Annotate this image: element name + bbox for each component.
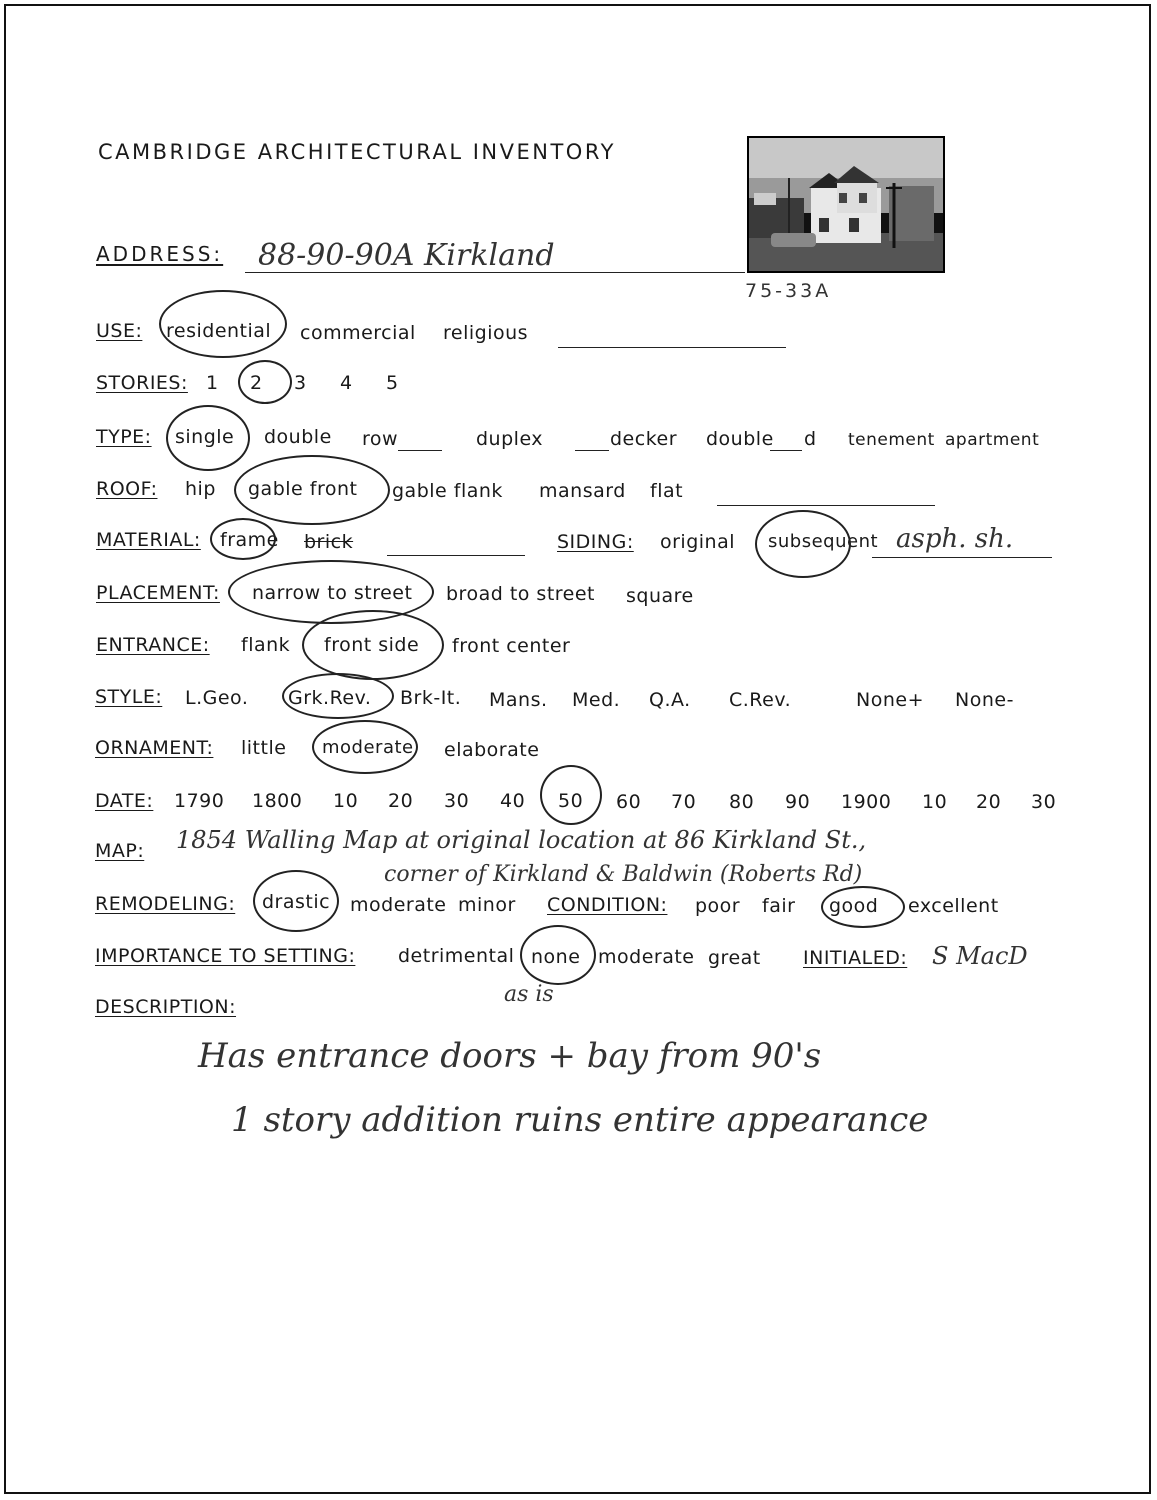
selection-circle (312, 720, 418, 774)
importance-note: as is (504, 982, 554, 1007)
entrance-label: ENTRANCE: (96, 634, 210, 656)
siding-other-line (872, 557, 1052, 558)
siding-option-subsequent[interactable]: subsequent (768, 531, 879, 552)
map-note-line1: 1854 Walling Map at original location at 86 Kirkland St., (176, 826, 867, 854)
style-option-grkrev[interactable]: Grk.Rev. (288, 687, 372, 709)
stories-option-2[interactable]: 2 (250, 372, 263, 394)
date-option[interactable]: 90 (785, 791, 811, 813)
type-option-apartment[interactable]: apartment (945, 430, 1040, 450)
importance-option-detrimental[interactable]: detrimental (398, 945, 515, 967)
date-option[interactable]: 40 (500, 790, 526, 812)
type-label: TYPE: (96, 426, 152, 448)
type-option-decker[interactable]: decker (610, 428, 678, 450)
use-option-residential[interactable]: residential (166, 320, 272, 342)
material-other-line (387, 555, 525, 556)
date-option[interactable]: 30 (1031, 791, 1057, 813)
map-note-line2: corner of Kirkland & Baldwin (Roberts Rd) (384, 862, 863, 887)
selection-circle (755, 510, 851, 578)
selection-circle (159, 290, 287, 358)
roof-other-line (717, 505, 935, 506)
date-option[interactable]: 30 (444, 790, 470, 812)
ornament-option-elaborate[interactable]: elaborate (444, 739, 540, 761)
ornament-option-moderate[interactable]: moderate (322, 737, 414, 758)
style-label: STYLE: (95, 686, 163, 708)
importance-label: IMPORTANCE TO SETTING: (95, 945, 356, 967)
material-option-frame[interactable]: frame (220, 529, 279, 551)
selection-circle (520, 925, 596, 985)
selection-circle (821, 886, 905, 928)
selection-circle (282, 673, 394, 719)
stories-option-4[interactable]: 4 (340, 372, 353, 394)
selection-circle (540, 765, 602, 825)
selection-circle (302, 610, 444, 680)
type-row-line (398, 450, 442, 451)
remodeling-label: REMODELING: (95, 893, 236, 915)
roof-option-hip[interactable]: hip (185, 478, 216, 500)
date-option[interactable]: 10 (922, 791, 948, 813)
stories-option-1[interactable]: 1 (206, 372, 219, 394)
placement-option-narrow[interactable]: narrow to street (252, 582, 413, 604)
type-option-duplex[interactable]: duplex (476, 428, 544, 450)
description-line2: 1 story addition ruins entire appearance (231, 1100, 929, 1140)
style-option-none-minus[interactable]: None- (955, 689, 1014, 711)
style-option-crev[interactable]: C.Rev. (729, 689, 792, 711)
type-option-row[interactable]: row (362, 428, 399, 450)
description-label: DESCRIPTION: (95, 996, 237, 1018)
address-line (245, 272, 745, 273)
roof-option-gable-front[interactable]: gable front (248, 478, 358, 500)
material-option-brick[interactable]: brick (304, 531, 354, 553)
siding-option-original[interactable]: original (660, 531, 736, 553)
use-option-commercial[interactable]: commercial (300, 322, 416, 344)
photo-caption: 75-33A (745, 280, 832, 302)
date-option[interactable]: 1800 (252, 790, 303, 812)
selection-circle (166, 405, 250, 471)
roof-option-gable-flank[interactable]: gable flank (392, 480, 503, 502)
initialed-label: INITIALED: (803, 947, 908, 969)
remodeling-option-drastic[interactable]: drastic (262, 891, 331, 913)
initialed-value: S MacD (932, 942, 1028, 970)
selection-circle (210, 518, 276, 560)
date-option[interactable]: 60 (616, 791, 642, 813)
type-double-line (770, 450, 802, 451)
style-option-qa[interactable]: Q.A. (649, 689, 691, 711)
roof-option-mansard[interactable]: mansard (539, 480, 626, 502)
type-option-double-d[interactable]: double (706, 428, 774, 450)
style-option-mans[interactable]: Mans. (489, 689, 548, 711)
selection-circle (234, 455, 390, 525)
type-option-d[interactable]: d (804, 428, 817, 450)
style-option-none-plus[interactable]: None+ (856, 689, 924, 711)
building-photo (747, 136, 945, 273)
importance-option-great[interactable]: great (708, 947, 761, 969)
address-label: ADDRESS: (96, 242, 224, 266)
date-option[interactable]: 80 (729, 791, 755, 813)
material-label: MATERIAL: (96, 529, 201, 551)
date-option[interactable]: 1900 (841, 791, 892, 813)
type-option-single[interactable]: single (175, 426, 235, 448)
stories-option-3[interactable]: 3 (294, 372, 307, 394)
importance-option-none[interactable]: none (531, 946, 581, 968)
type-decker-line (575, 450, 609, 451)
description-line1: Has entrance doors + bay from 90's (198, 1036, 822, 1076)
date-option[interactable]: 20 (976, 791, 1002, 813)
placement-option-broad[interactable]: broad to street (446, 583, 596, 605)
condition-option-excellent[interactable]: excellent (908, 895, 999, 917)
date-label: DATE: (95, 790, 154, 812)
ornament-option-little[interactable]: little (241, 737, 287, 759)
roof-option-flat[interactable]: flat (650, 480, 684, 502)
date-option[interactable]: 10 (333, 790, 359, 812)
map-label: MAP: (95, 840, 145, 862)
entrance-option-flank[interactable]: flank (241, 634, 291, 656)
entrance-option-front-side[interactable]: front side (324, 634, 420, 656)
condition-option-fair[interactable]: fair (762, 895, 796, 917)
siding-note: asph. sh. (896, 524, 1014, 554)
placement-option-square[interactable]: square (626, 585, 694, 607)
selection-circle (253, 870, 339, 932)
ornament-label: ORNAMENT: (95, 737, 214, 759)
stories-option-5[interactable]: 5 (386, 372, 399, 394)
date-option[interactable]: 1790 (174, 790, 225, 812)
remodeling-option-minor[interactable]: minor (458, 894, 516, 916)
style-option-lgeo[interactable]: L.Geo. (185, 687, 249, 709)
selection-circle (238, 360, 292, 404)
date-option[interactable]: 70 (671, 791, 697, 813)
form-title: CAMBRIDGE ARCHITECTURAL INVENTORY (98, 140, 616, 164)
use-other-line (558, 347, 786, 348)
roof-label: ROOF: (96, 478, 158, 500)
siding-label: SIDING: (557, 531, 634, 553)
address-value[interactable]: 88-90-90A Kirkland (258, 238, 555, 273)
date-option[interactable]: 20 (388, 790, 414, 812)
placement-label: PLACEMENT: (96, 582, 220, 604)
condition-option-good[interactable]: good (829, 895, 879, 917)
remodeling-option-moderate[interactable]: moderate (350, 894, 447, 916)
use-option-religious[interactable]: religious (443, 322, 529, 344)
use-label: USE: (96, 320, 143, 342)
stories-label: STORIES: (96, 372, 188, 394)
style-option-med[interactable]: Med. (572, 689, 621, 711)
condition-option-poor[interactable]: poor (695, 895, 741, 917)
type-option-double[interactable]: double (264, 426, 332, 448)
importance-option-moderate[interactable]: moderate (598, 946, 695, 968)
type-option-tenement[interactable]: tenement (848, 430, 935, 450)
condition-label: CONDITION: (547, 894, 668, 916)
style-option-brkit[interactable]: Brk-It. (400, 687, 462, 709)
date-option-selected[interactable]: 50 (558, 790, 584, 812)
entrance-option-front-center[interactable]: front center (452, 635, 571, 657)
